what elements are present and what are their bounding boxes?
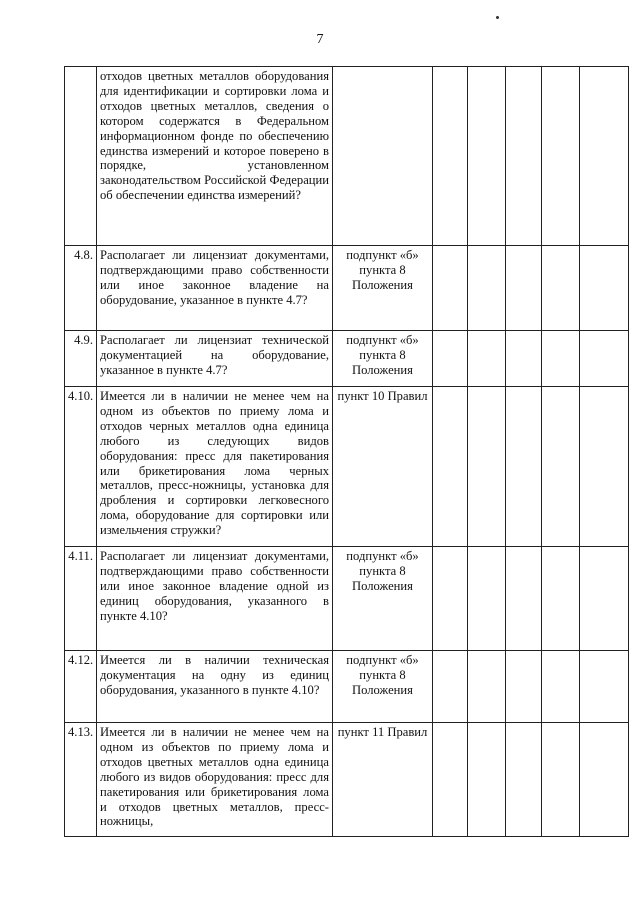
row-reference: подпункт «б» пункта 8 Положения [333,331,433,387]
answer-cell [433,651,468,723]
answer-cell [580,651,629,723]
answer-cell [468,651,506,723]
row-question: Имеется ли в наличии техническая документация на одну из единиц оборудования, указанного в пункте 4.10? [97,651,333,723]
row-number [65,67,97,246]
row-question: Располагает ли лицензиат документами, подтверждающими право собственности или иное законное владение одной из единиц оборудования, указанного в пункте 4.10? [97,547,333,651]
checklist-table [64,66,629,837]
row-reference: пункт 11 Правил [333,723,433,837]
row-number: 4.10. [65,387,97,547]
page-number: 7 [316,32,324,47]
answer-cell [433,723,468,837]
row-reference: пункт 10 Правил [333,387,433,547]
answer-cell [542,547,580,651]
answer-cell [433,387,468,547]
table-row [65,246,629,331]
answer-cell [468,387,506,547]
answer-cell [542,387,580,547]
row-number: 4.11. [65,547,97,651]
table-row [65,67,629,246]
answer-cell [468,331,506,387]
answer-cell [580,67,629,246]
answer-cell [468,67,506,246]
answer-cell [506,651,542,723]
row-number: 4.9. [65,331,97,387]
answer-cell [542,331,580,387]
row-question: отходов цветных металлов оборудования для идентификации и сортировки лома и отходов цветных металлов, сведения о котором содержатся в Федеральном информационном фонде по обеспечению единства измерений и которое поверено в порядке, установленном законодательством Российской Федерации об обеспечении единства измерений? [97,67,333,246]
row-reference: подпункт «б» пункта 8 Положения [333,246,433,331]
answer-cell [580,331,629,387]
answer-cell [542,723,580,837]
answer-cell [506,723,542,837]
row-question: Располагает ли лицензиат технической документацией на оборудование, указанное в пункте 4.7? [97,331,333,387]
answer-cell [433,331,468,387]
answer-cell [542,67,580,246]
answer-cell [542,651,580,723]
answer-cell [468,246,506,331]
answer-cell [468,547,506,651]
answer-cell [506,547,542,651]
answer-cell [542,246,580,331]
row-question: Располагает ли лицензиат документами, подтверждающими право собственности или иное законное владение на оборудование, указанное в пункте 4.7? [97,246,333,331]
row-reference [333,67,433,246]
row-question: Имеется ли в наличии не менее чем на одном из объектов по приему лома и отходов цветных металлов одна единица любого из видов оборудования: пресс для пакетирования или брикетирования лома и отходов цветных металлов, пресс-ножницы, [97,723,333,837]
row-question: Имеется ли в наличии не менее чем на одном из объектов по приему лома и отходов черных металлов одна единица любого из следующих видов оборудования: пресс для пакетирования или брикетирования лома черных металлов, пресс-ножницы, установка для дробления и сортировки легковесного лома, оборудование для сортировки или измельчения стружки? [97,387,333,547]
table-row [65,547,629,651]
answer-cell [506,331,542,387]
row-number: 4.12. [65,651,97,723]
answer-cell [433,67,468,246]
table-row [65,651,629,723]
answer-cell [506,387,542,547]
answer-cell [433,246,468,331]
row-number: 4.13. [65,723,97,837]
row-reference: подпункт «б» пункта 8 Положения [333,547,433,651]
row-reference: подпункт «б» пункта 8 Положения [333,651,433,723]
answer-cell [468,723,506,837]
answer-cell [433,547,468,651]
answer-cell [580,246,629,331]
table-row [65,387,629,547]
answer-cell [506,246,542,331]
table-row [65,723,629,837]
answer-cell [580,387,629,547]
scan-speck [496,16,499,19]
answer-cell [580,723,629,837]
table-row [65,331,629,387]
answer-cell [506,67,542,246]
answer-cell [580,547,629,651]
row-number: 4.8. [65,246,97,331]
